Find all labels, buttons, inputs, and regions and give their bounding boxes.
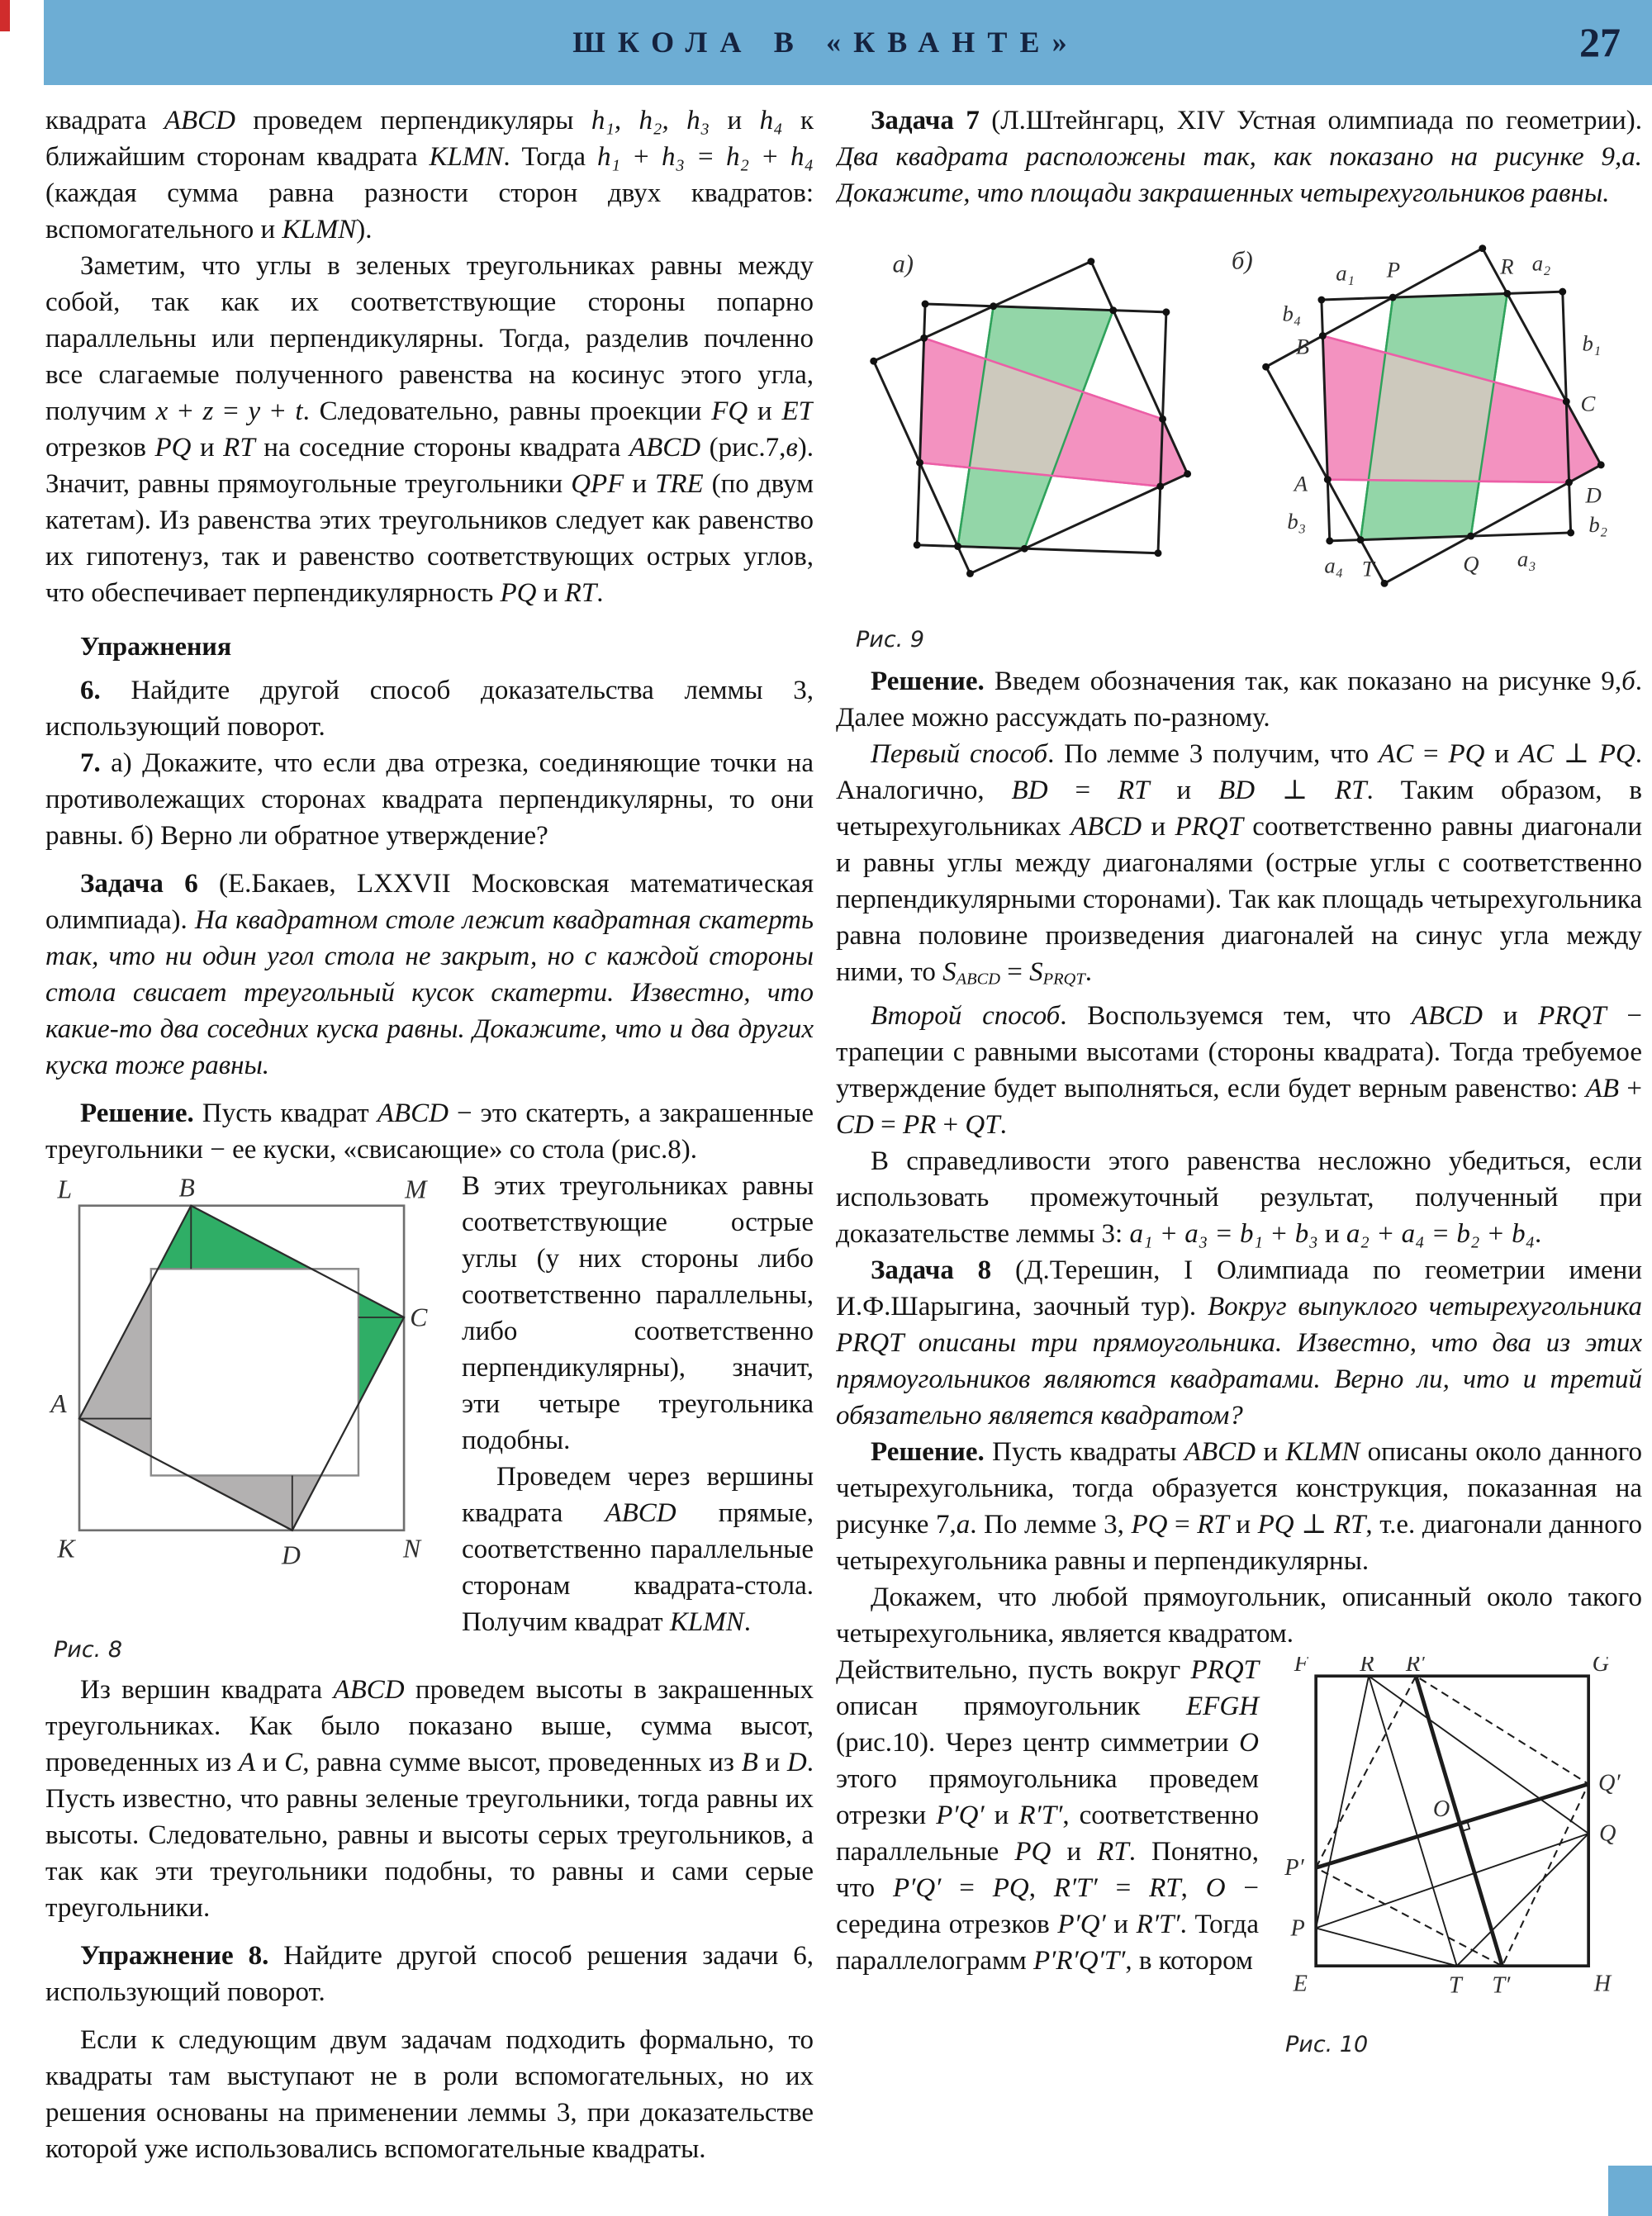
problem-7: Задача 7 (Л.Штейнгарц, XIV Устная олимпиада по геометрии). Два квадрата расположены так, как показано на рисунке 9,а. Докажите, что площади закрашенных четырехугольников равны.	[836, 106, 1642, 208]
figure-8-wrap-section	[45, 1168, 814, 1672]
fig8-gray-triangle-A	[79, 1282, 151, 1456]
fig8-label-A: A	[50, 1388, 67, 1418]
left-column	[45, 102, 814, 2204]
fig9b-label-Q: Q	[1463, 551, 1479, 577]
problem-8: Задача 8 (Д.Терешин, I Олимпиада по геометрии имени И.Ф.Шарыгина, заочный тур). Вокруг выпуклого четырехугольника PRQT описаны три прямоугольника. Известно, что два из этих прямоугольников являются квадратами. Верно ли, что и третий обязательно является квадратом?	[836, 1255, 1642, 1431]
fig10-label-E: E	[1293, 1971, 1308, 1997]
figure-8	[45, 1176, 440, 1668]
figure-10-svg	[1277, 1657, 1640, 2014]
fig9b-label-a3: a₃	[1517, 546, 1536, 572]
fig10-label-Rp: R′	[1405, 1656, 1426, 1677]
fig10-label-Pp: P′	[1284, 1854, 1304, 1881]
fig8-label-D: D	[282, 1540, 301, 1570]
solution-6-intro: Решение. Пусть квадрат ABCD − это скатерть, а закрашенные треугольники − ее куски, «свисающие» со стола (рис.8).	[45, 1099, 814, 1165]
fig8-label-B: B	[178, 1176, 195, 1203]
fig8-label-C: C	[410, 1303, 428, 1332]
fig10-label-G: G	[1592, 1656, 1610, 1677]
fig10-quad-PRQT	[1316, 1676, 1588, 1966]
solution-8-intro: Решение. Пусть квадраты ABCD и KLMN описаны около данного четырехугольника, тогда образуется конструкция, показанная на рисунке 7,а. По лемме 3, PQ = RT и PQ ⊥ RT, т.е. диагонали данного четырехугольника равны и перпендикулярны.	[836, 1436, 1642, 1576]
solution-6-wrapped-1: В этих треугольниках равны соответствующие острые углы (у них стороны либо соответственно параллельны, либо соответственно перпендикулярны), значит, эти четыре треугольника подобны.	[462, 1171, 814, 1455]
fig9b-label-D: D	[1585, 482, 1602, 508]
fig9b-label-B: B	[1295, 334, 1310, 359]
page-number: 27	[1579, 19, 1621, 65]
fig9b-label-R: R	[1500, 254, 1514, 279]
fig10-label-O: O	[1432, 1796, 1450, 1822]
solution-6-continued: Из вершин квадрата ABCD проведем высоты в закрашенных треугольниках. Как было показано выше, сумма высот, проведенных из A и C, равна сумме высот, проведенных из B и D. Пусть известно, что равны зеленые треугольники, тогда равны их высоты. Следовательно, равны и высоты серых треугольников, а так как эти треугольники подобны, то равны и сами серые треугольники.	[45, 1675, 814, 1923]
fig10-thick-segments	[1316, 1676, 1588, 1966]
fig9b-label-C: C	[1580, 391, 1596, 416]
transition-paragraph: Если к следующим двум задачам подходить формально, то квадраты там выступают не в роли вспомогательных, но их решения основаны на применении леммы 3, при доказательстве которой уже использовались вспомогательные квадраты.	[45, 2025, 814, 2164]
header-title: ШКОЛА В «КВАНТЕ»	[572, 26, 1080, 59]
figure-10	[1277, 1657, 1642, 2063]
fig9b-label-A: A	[1294, 471, 1308, 496]
fig9b-label-a2: a₂	[1531, 250, 1551, 276]
fig9b-label-b1: b₁	[1582, 330, 1602, 356]
exercises-heading: Упражнения	[80, 631, 232, 661]
fig9b-label-P: P	[1386, 257, 1401, 282]
figure-10-caption: Рис. 10	[1285, 2031, 1369, 2057]
fig10-dashed-parallelogram	[1316, 1676, 1588, 1966]
fig10-label-Qp: Q′	[1597, 1770, 1621, 1796]
figure-9-svg	[847, 225, 1624, 609]
fig9b-label-a4: a₄	[1324, 553, 1344, 578]
fig8-label-M: M	[405, 1176, 427, 1204]
fig8-label-N: N	[403, 1534, 421, 1564]
fig9-sublabel-b: б)	[1232, 246, 1253, 275]
fig9a-group	[870, 258, 1191, 577]
solution-8-claim: Докажем, что любой прямоугольник, описанный около такого четырехугольника, является квадратом.	[836, 1582, 1642, 1649]
fig10-label-R: R	[1360, 1656, 1374, 1677]
paragraph: квадрата ABCD проведем перпендикуляры h₁, h₂, h₃ и h₄ к ближайшим сторонам квадрата KLMN. Тогда h₁ + h₃ = h₂ + h₄ (каждая сумма равна разности сторон двух квадратов: вспомогательного и KLMN).	[45, 106, 814, 244]
solution-6-wrapped-2: Проведем через вершины квадрата ABCD прямые, соответственно параллельные сторонам квадрата-стола. Получим квадрат KLMN.	[462, 1462, 814, 1637]
exercise-8: Упражнение 8. Найдите другой способ решения задачи 6, использующий поворот.	[45, 1941, 814, 2007]
fig10-label-Q: Q	[1598, 1820, 1616, 1846]
solution-8-wrapped: Действительно, пусть вокруг PRQT описан прямоугольник EFGH (рис.10). Через центр симметрии O этого прямоугольника проведем отрезки P′Q′ и R′T′, соответственно параллельные PQ и RT. Понятно, что P′Q′ = PQ, R′T′ = RT, O − середина отрезков P′Q′ и R′T′. Тогда параллелограмм P′R′Q′T′, в котором	[836, 1654, 1260, 1976]
problem-6: Задача 6 (Е.Бакаев, LXXVII Московская математическая олимпиада). На квадратном столе лежит квадратная скатерть так, что ни один угол стола не закрыт, но с каждой стороны стола свисает треугольный кусок скатерти. Известно, что какие-то два соседних куска равны. Докажите, что и два других куска тоже равны.	[45, 869, 814, 1080]
right-column	[836, 102, 1642, 2204]
solution-7-method-2: Второй способ. Воспользуемся тем, что ABCD и PRQT − трапеции с равными высотами (стороны квадрата). Тогда требуемое утверждение будет выполняться, если будет верным равенство: AB + CD = PR + QT.	[836, 1000, 1642, 1140]
figure-10-wrap-section	[836, 1652, 1642, 2067]
fig9b-group	[1262, 244, 1607, 587]
fig10-label-T: T	[1448, 1972, 1462, 1999]
solution-7-note: В справедливости этого равенства несложно убедиться, если использовать промежуточный результат, полученный при доказательстве леммы 3: a₁ + a₃ = b₁ + b₃ и a₂ + a₄ = b₂ + b₄.	[836, 1146, 1642, 1249]
figure-8-svg	[45, 1176, 434, 1619]
fig9b-label-T: T	[1361, 556, 1374, 581]
solution-7-method-1: Первый способ. По лемме 3 получим, что AC = PQ и AC ⊥ PQ. Аналогично, BD = RT и BD ⊥ RT. Таким образом, в четырехугольниках ABCD и PRQT соответственно равны диагонали и равны углы между диагоналями (острые углы с соответственно перпендикулярными сторонами). Так как площадь четырехугольника равна половине произведения диагоналей на синус угла между ними, то SABCD = SPRQT.	[836, 739, 1642, 989]
fig9b-label-b2: b₂	[1588, 512, 1608, 537]
figure-9-caption: Рис. 9	[856, 627, 925, 652]
fig8-green-triangle-B	[158, 1206, 311, 1269]
figure-8-caption: Рис. 8	[54, 1637, 123, 1663]
fig10-label-H: H	[1593, 1971, 1612, 1997]
fig10-rectangle-EFGH	[1316, 1676, 1588, 1966]
exercise-6: 6. Найдите другой способ доказательства леммы 3, использующий поворот.	[45, 676, 814, 742]
fig8-green-triangle-C	[358, 1293, 404, 1404]
paragraph: Заметим, что углы в зеленых треугольниках равны между собой, так как их соответствующие стороны попарно параллельны или перпендикулярны. Тогда, разделив почленно все слагаемые полученного равенства на косинус этого угла, получим x + z = y + t. Следовательно, равны проекции FQ и ET отрезков PQ и RT на соседние стороны квадрата ABCD (рис.7,в). Значит, равны прямоугольные треугольники QPF и TRE (по двум катетам). Из равенства этих треугольников следует как равенство их гипотенуз, так и равенство соответствующих острых углов, что обеспечивает перпендикулярность PQ и RT.	[45, 251, 814, 608]
fig8-table-square	[151, 1269, 358, 1475]
fig9-sublabel-a: а)	[892, 249, 914, 278]
fig8-label-K: K	[57, 1534, 75, 1564]
fig8-label-L: L	[57, 1176, 73, 1204]
fig9b-label-b4: b₄	[1282, 301, 1302, 326]
solution-7-intro: Решение. Введем обозначения так, как показано на рисунке 9,б. Далее можно рассуждать по-разному.	[836, 667, 1642, 733]
fig9b-label-a1: a₁	[1336, 260, 1355, 286]
fig8-gray-triangle-D	[188, 1475, 320, 1530]
fig10-label-P: P	[1290, 1915, 1305, 1942]
fig10-label-Tp: T′	[1492, 1972, 1511, 1999]
exercise-7: 7. а) Докажите, что если два отрезка, соединяющие точки на противолежащих сторонах квадрата перпендикулярны, то они равны. б) Верно ли обратное утверждение?	[45, 748, 814, 851]
fig10-diagonals	[1316, 1676, 1588, 1966]
fig10-label-F: F	[1294, 1656, 1308, 1677]
fig9b-label-b3: b₃	[1287, 509, 1307, 534]
figure-9	[847, 225, 1642, 658]
